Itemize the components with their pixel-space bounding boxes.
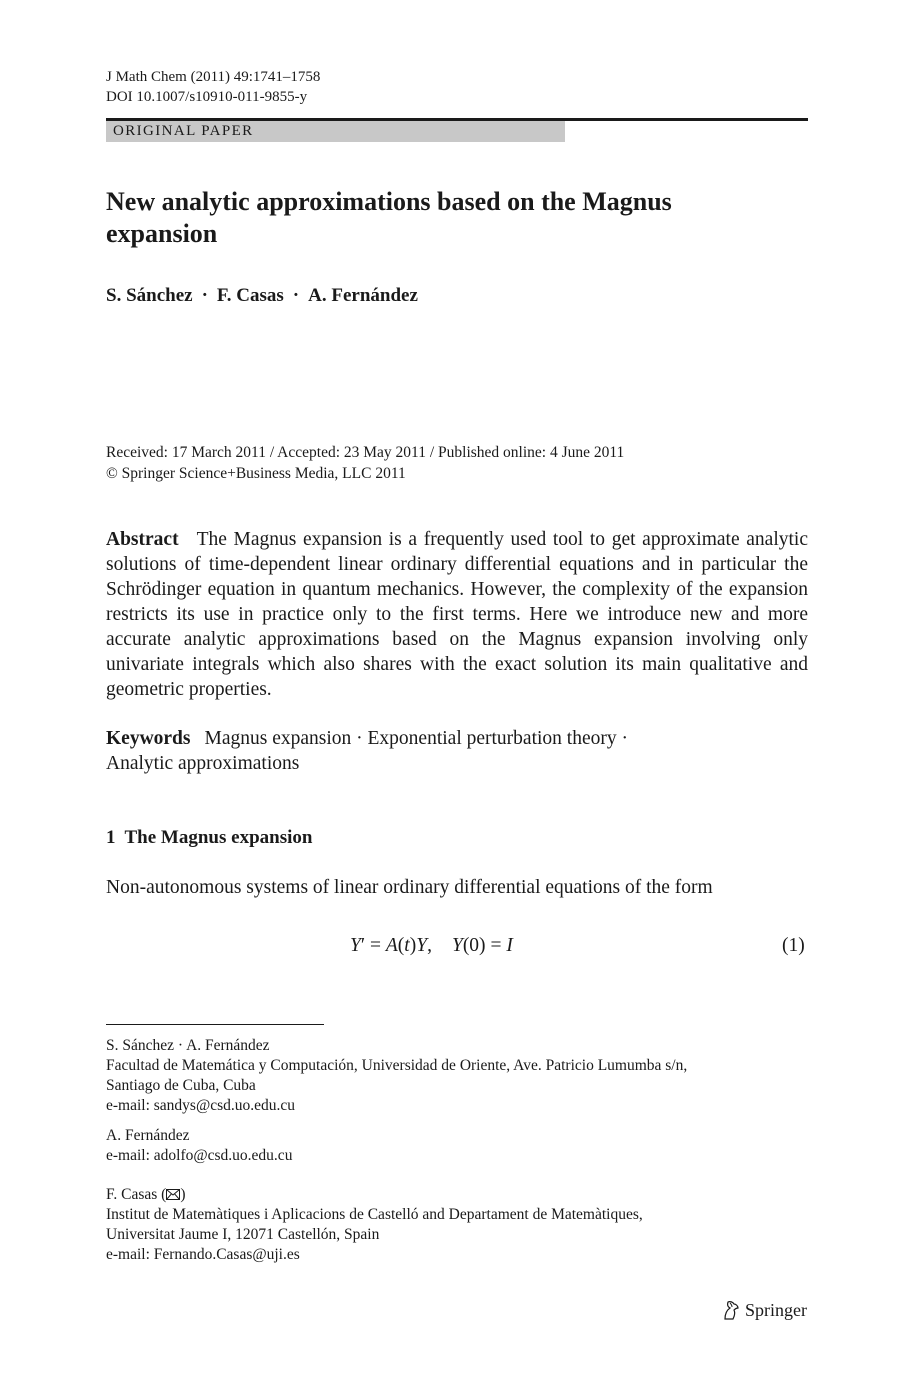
eq-symbol: Y [451, 935, 463, 956]
section-title: The Magnus expansion [124, 827, 313, 848]
article-type: ORIGINAL PAPER [113, 123, 254, 139]
affiliation-block [106, 1126, 292, 1166]
affiliation-names: S. Sánchez · A. Fernández [106, 1037, 270, 1054]
affiliation-names: A. Fernández [106, 1127, 190, 1144]
keywords-heading: Keywords [106, 728, 191, 749]
affiliation-line: Santiago de Cuba, Cuba [106, 1077, 256, 1094]
affiliation-block [106, 1185, 643, 1265]
eq-initial: (0) [462, 935, 486, 956]
paper-title [106, 186, 766, 250]
eq-symbol: t [404, 935, 410, 956]
body-paragraph: Non-autonomous systems of linear ordinary differential equations of the form [106, 877, 713, 898]
affiliation-line: Institut de Matemàtiques i Aplicacions de Castelló and Departament de Matemàtiques, [106, 1206, 643, 1223]
eq-prime: ′ [360, 935, 366, 956]
equation: Y′ = A(t)Y, Y(0) = I [350, 935, 513, 956]
author-name: F. Casas [216, 285, 284, 306]
author-name: A. Fernández [308, 285, 418, 306]
section-heading [106, 826, 312, 850]
affiliation-names: F. Casas [106, 1186, 158, 1203]
affiliation-line: Facultad de Matemática y Computación, Universidad de Oriente, Ave. Patricio Lumumba s/n, [106, 1057, 688, 1074]
eq-symbol: A [385, 935, 398, 956]
springer-horse-icon [722, 1299, 740, 1321]
publisher-logo [722, 1298, 807, 1322]
corresponding-author: F. Casas ( ) [106, 1186, 186, 1203]
doi: DOI 10.1007/s10910-011-9855-y [106, 89, 308, 105]
envelope-icon [166, 1189, 180, 1200]
affiliation-block [106, 1036, 687, 1116]
eq-symbol: I [506, 935, 513, 956]
affiliation-line: Universitat Jaume I, 12071 Castellón, Spain [106, 1226, 380, 1243]
copyright-line: © Springer Science+Business Media, LLC 2011 [106, 465, 406, 482]
keywords-line-2: Analytic approximations [106, 753, 300, 774]
author-name: S. Sánchez [106, 285, 193, 306]
equation-number: (1) [782, 935, 805, 956]
eq-equals: = [485, 935, 507, 956]
abstract [106, 527, 808, 702]
email-link[interactable]: e-mail: sandys@csd.uo.edu.cu [106, 1097, 296, 1114]
abstract-text: The Magnus expansion is a frequently used tool to get approximate analytic solutions of time-dependent linear ordinary differential equations and in particular the Schrödinger equation in quantum mechanics. However, the complexity of the expansion restricts its use in practice only to the first terms. Here we introduce new and more accurate analytic approximations based on the Magnus expansion involving only univariate integrals which also shares with the exact solution its main qualitative and geometric properties. [106, 529, 808, 700]
title-line-2: expansion [106, 219, 218, 248]
journal-header [106, 67, 320, 107]
dates-line: Received: 17 March 2011 / Accepted: 23 May 2011 / Published online: 4 June 2011 [106, 444, 625, 461]
publication-history [106, 442, 624, 484]
publisher-name: Springer [745, 1300, 807, 1320]
title-line-1: New analytic approximations based on the Magnus [106, 187, 672, 216]
eq-separator: , [427, 935, 432, 956]
keywords [106, 726, 808, 776]
eq-equals: = [365, 935, 386, 956]
email-link[interactable]: e-mail: Fernando.Casas@uji.es [106, 1246, 300, 1263]
footnote-rule [106, 1024, 324, 1025]
email-link[interactable]: e-mail: adolfo@csd.uo.edu.cu [106, 1147, 293, 1164]
eq-symbol: Y [350, 935, 361, 956]
author-separator: · [292, 285, 300, 306]
keywords-line-1: Magnus expansion · Exponential perturbation theory · [204, 728, 628, 749]
author-list [106, 284, 418, 308]
author-separator: · [201, 285, 208, 306]
section-number: 1 [106, 827, 116, 848]
eq-symbol: Y [416, 935, 428, 956]
abstract-heading: Abstract [106, 529, 179, 550]
journal-citation: J Math Chem (2011) 49:1741–1758 [106, 69, 321, 85]
